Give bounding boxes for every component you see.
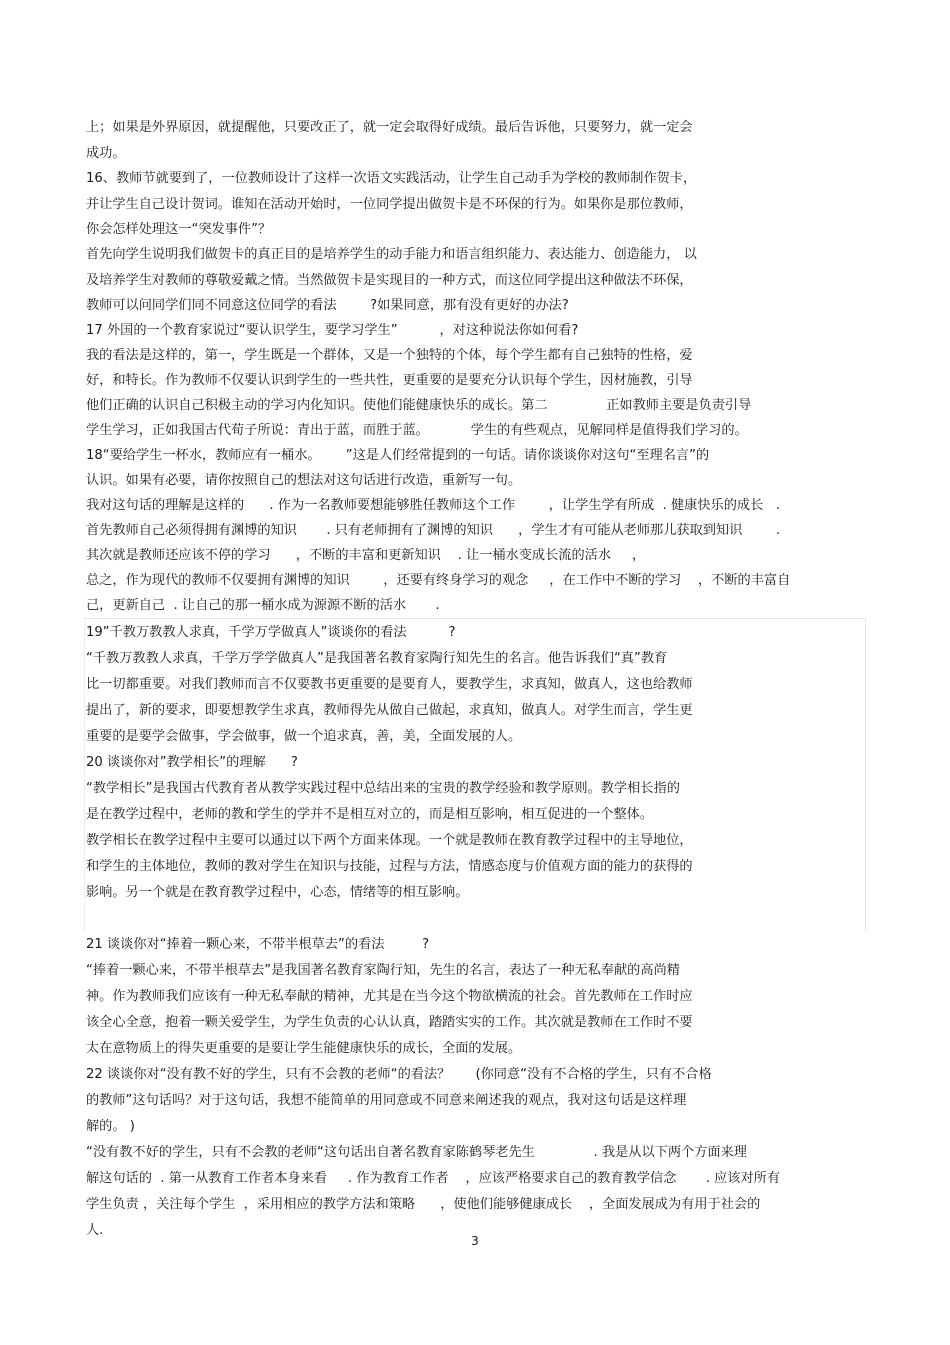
text-line: 人.: [86, 1223, 104, 1238]
text-line: “没有教不好的学生，只有不会教的老师“这句话出自著名教育家陈鹤琴老先生 . 我是从以下两个方面来理: [86, 1145, 747, 1160]
text-line: 学生学习，正如我国古代荀子所说：青出于蓝，而胜于蓝。 学生的有些观点，见解同样是值得我们学习的。: [86, 423, 748, 438]
text-line: 提出了，新的要求，即要想教学生求真，教师得先从做自己做起，求真知，做真人。对学生而言，学生更: [86, 703, 693, 718]
text-line: “捧着一颗心来，不带半根草去”是我国著名教育家陶行知，先生的名言，表达了一种无私奉献的高尚精: [86, 963, 680, 978]
text-line: 你会怎样处理这一“突发事件”？: [86, 222, 272, 237]
question-20-heading: 20 谈谈你对”教学相长”的理解 ?: [86, 755, 298, 770]
text-line: 该全心全意，抱着一颗关爱学生，为学生负责的心认认真，踏踏实实的工作。其次就是教师在工作时不要: [86, 1015, 693, 1030]
text-line: 总之，作为现代的教师不仅要拥有渊博的知识 ，还要有终身学习的观念 ，在工作中不断的学习 ，不断的丰富自: [86, 573, 791, 588]
text-line: 上；如果是外界原因，就提醒他，只要改正了，就一定会取得好成绩。最后告诉他，只要努力，就一定会: [86, 120, 693, 135]
text-line: 影响。另一个就是在教育教学过程中，心态，情绪等的相互影响。: [86, 885, 469, 900]
text-line: 己，更新自己 . 让自己的那一桶水成为源源不断的活水 .: [86, 598, 440, 613]
text-line: 教学相长在教学过程中主要可以通过以下两个方面来体现。一个就是教师在教育教学过程中的主导地位，: [86, 833, 693, 848]
question-19-heading: 19”千教万教教人求真，千学万学做真人”谈谈你的看法 ?: [86, 625, 456, 640]
text-line: 和学生的主体地位，教师的教对学生在知识与技能，过程与方法，情感态度与价值观方面的能力的获得的: [86, 859, 693, 874]
text-line: 我对这句话的理解是这样的 . 作为一名教师要想能够胜任教师这个工作 ，让学生学有所成 . 健康快乐的成长 .: [86, 498, 781, 513]
page-number: 3: [471, 1234, 479, 1248]
question-22-heading: 22 谈谈你对“没有教不好的学生，只有不会教的老师“的看法？ (你同意“没有不合格的学生，只有不合格: [86, 1067, 712, 1082]
text-line: 解这句话的 . 第一从教育工作者本身来看 . 作为教育工作者 ，应该严格要求自己的教育教学信念 . 应该对所有: [86, 1171, 781, 1186]
text-line: 及培养学生对教师的尊敬爱戴之情。当然做贺卡是实现目的一种方式，而这位同学提出这种做法不环保，: [86, 273, 693, 288]
text-line: 解的。 ): [86, 1119, 135, 1134]
text-line: 首先教师自己必须得拥有渊博的知识 . 只有老师拥有了渊博的知识 ，学生才有可能从老师那儿获取到知识 .: [86, 523, 781, 538]
text-line: 他们正确的认识自己积极主动的学习内化知识。使他们能健康快乐的成长。第二 正如教师主要是负责引导: [86, 398, 752, 413]
text-line: 并让学生自己设计贺词。谁知在活动开始时，一位同学提出做贺卡是不环保的行为。如果你是那位教师，: [86, 197, 693, 212]
question-21-heading: 21 谈谈你对“捧着一颗心来，不带半根草去”的看法 ?: [86, 937, 430, 952]
text-line: 首先向学生说明我们做贺卡的真正目的是培养学生的动手能力和语言组织能力、表达能力、创造能力， 以: [86, 247, 697, 262]
question-16-heading: 16、教师节就要到了，一位教师设计了这样一次语文实践活动，让学生自己动手为学校的教师制作贺卡，: [86, 171, 697, 186]
text-line: 认识。如果有必要，请你按照自己的想法对这句话进行改造，重新写一句。: [86, 473, 522, 488]
text-line: 我的看法是这样的，第一，学生既是一个群体，又是一个独特的个体，每个学生都有自己独特的性格，爱: [86, 348, 693, 363]
question-17-heading: 17 外国的一个教育家说过“要认识学生，要学习学生” ，对这种说法你如何看?: [86, 323, 579, 338]
text-line: 比一切都重要。对我们教师而言不仅要教书更重要的是要育人，要教学生，求真知，做真人，这也给教师: [86, 677, 693, 692]
text-line: 成功。: [86, 146, 126, 161]
question-18-heading: 18“要给学生一杯水，教师应有一桶水。 ”这是人们经常提到的一句话。请你谈谈你对这句“至理名言”的: [86, 448, 710, 463]
text-line: 是在教学过程中，老师的教和学生的学并不是相互对立的，而是相互影响，相互促进的一个整体。: [86, 807, 654, 822]
text-line: 好，和特长。作为教师不仅要认识到学生的一些共性，更重要的是要充分认识每个学生，因材施教，引导: [86, 373, 693, 388]
text-line: “千教万教教人求真，千学万学学做真人”是我国著名教育家陶行知先生的名言。他告诉我们“真”教育: [86, 651, 668, 666]
text-line: 的教师”这句话吗？对于这句话，我想不能简单的用同意或不同意来阐述我的观点，我对这句话是这样理: [86, 1093, 687, 1108]
text-line: “教学相长”是我国古代教育者从教学实践过程中总结出来的宝贵的教学经验和教学原则。教学相长指的: [86, 781, 680, 796]
text-line: 太在意物质上的得失更重要的是要让学生能健康快乐的成长，全面的发展。: [86, 1041, 522, 1056]
text-line: 神。作为教师我们应该有一种无私奉献的精神，尤其是在当今这个物欲横流的社会。首先教师在工作时应: [86, 989, 693, 1004]
text-line: 其次就是教师还应该不停的学习 ，不断的丰富和更新知识 . 让一桶水变成长流的活水 ，: [86, 548, 646, 563]
text-line: 教师可以问同学们同不同意这位同学的看法 ?如果同意，那有没有更好的办法?: [86, 298, 569, 313]
text-line: 重要的是要学会做事，学会做事，做一个追求真，善，美，全面发展的人。: [86, 729, 522, 744]
text-line: 学生负责 ，关注每个学生 ，采用相应的教学方法和策略 ，使他们能够健康成长 ，全面发展成为有用于社会的: [86, 1197, 761, 1212]
